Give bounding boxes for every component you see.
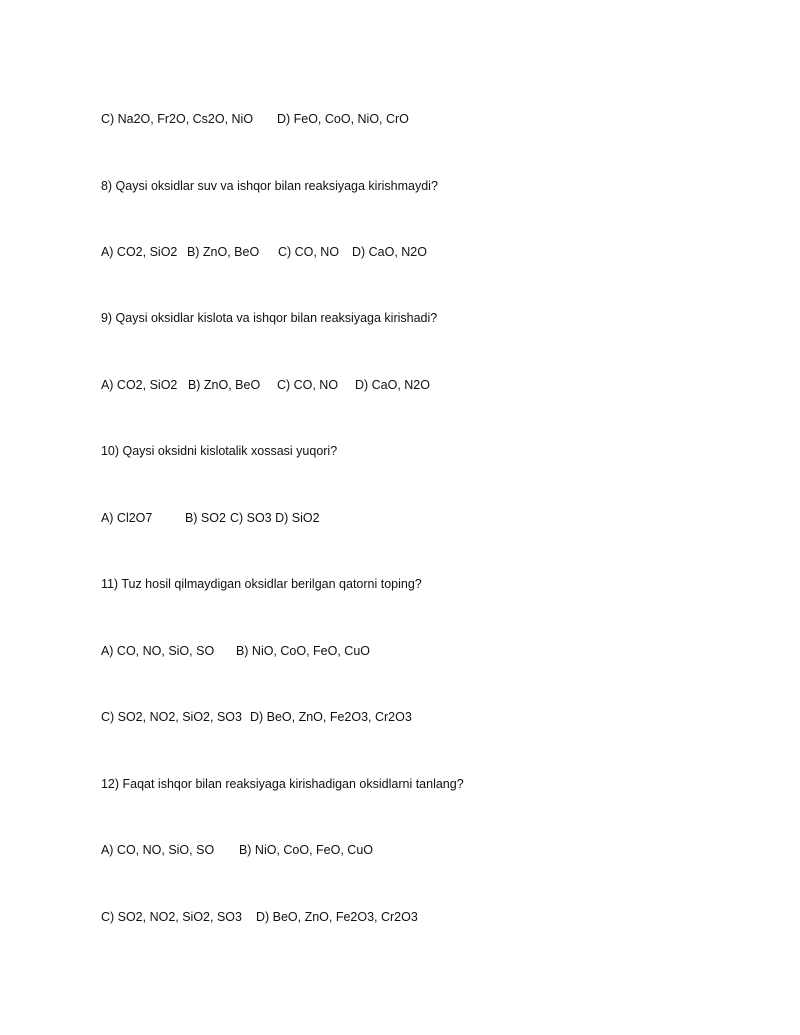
answer-options-line [94, 494, 320, 526]
option-d: D) CaO, N2O [351, 245, 427, 259]
option-a: A) CO, NO, SiO, SO [100, 644, 215, 658]
answer-options-line [94, 893, 418, 925]
answer-options-line [94, 826, 373, 858]
question-11 [94, 560, 422, 592]
answer-options-line [94, 95, 409, 127]
option-c: C) CO, NO [276, 378, 339, 392]
option-d: D) FeO, CoO, NiO, CrO [276, 112, 409, 126]
question-8 [94, 162, 438, 194]
question-text: 8) Qaysi oksidlar suv va ishqor bilan reaksiyaga kirishmaydi? [100, 179, 438, 193]
answer-options-line [94, 228, 427, 260]
option-b: B) NiO, CoO, FeO, CuO [238, 843, 374, 857]
option-c: C) SO2, NO2, SiO2, SO3 [100, 710, 242, 724]
option-b: B) SO2 [184, 511, 226, 525]
option-a: A) CO2, SiO2 [100, 245, 178, 259]
option-a: A) CO2, SiO2 [100, 378, 178, 392]
option-b: B) ZnO, BeO [186, 245, 260, 259]
question-text: 9) Qaysi oksidlar kislota va ishqor bilan reaksiyaga kirishadi? [100, 311, 438, 325]
answer-options-line [94, 361, 430, 393]
question-text: 12) Faqat ishqor bilan reaksiyaga kirishadigan oksidlarni tanlang? [100, 777, 464, 791]
question-text: 11) Tuz hosil qilmaydigan oksidlar berilgan qatorni toping? [100, 577, 422, 591]
question-text: 10) Qaysi oksidni kislotalik xossasi yuqori? [100, 444, 338, 458]
question-9 [94, 294, 437, 326]
option-c: C) CO, NO [277, 245, 340, 259]
option-b: B) NiO, CoO, FeO, CuO [235, 644, 371, 658]
option-d: D) CaO, N2O [354, 378, 430, 392]
option-c: C) SO2, NO2, SiO2, SO3 [100, 910, 242, 924]
question-10 [94, 427, 337, 459]
option-c: C) Na2O, Fr2O, Cs2O, NiO [100, 112, 254, 126]
question-12 [94, 760, 464, 792]
answer-options-line [94, 627, 370, 659]
answer-options-line [94, 693, 412, 725]
option-a: A) CO, NO, SiO, SO [100, 843, 215, 857]
option-c-d: C) SO3 D) SiO2 [229, 511, 320, 525]
option-d: D) BeO, ZnO, Fe2O3, Cr2O3 [249, 710, 412, 724]
option-b: B) ZnO, BeO [187, 378, 261, 392]
option-a: A) Cl2O7 [100, 511, 153, 525]
option-d: D) BeO, ZnO, Fe2O3, Cr2O3 [255, 910, 418, 924]
